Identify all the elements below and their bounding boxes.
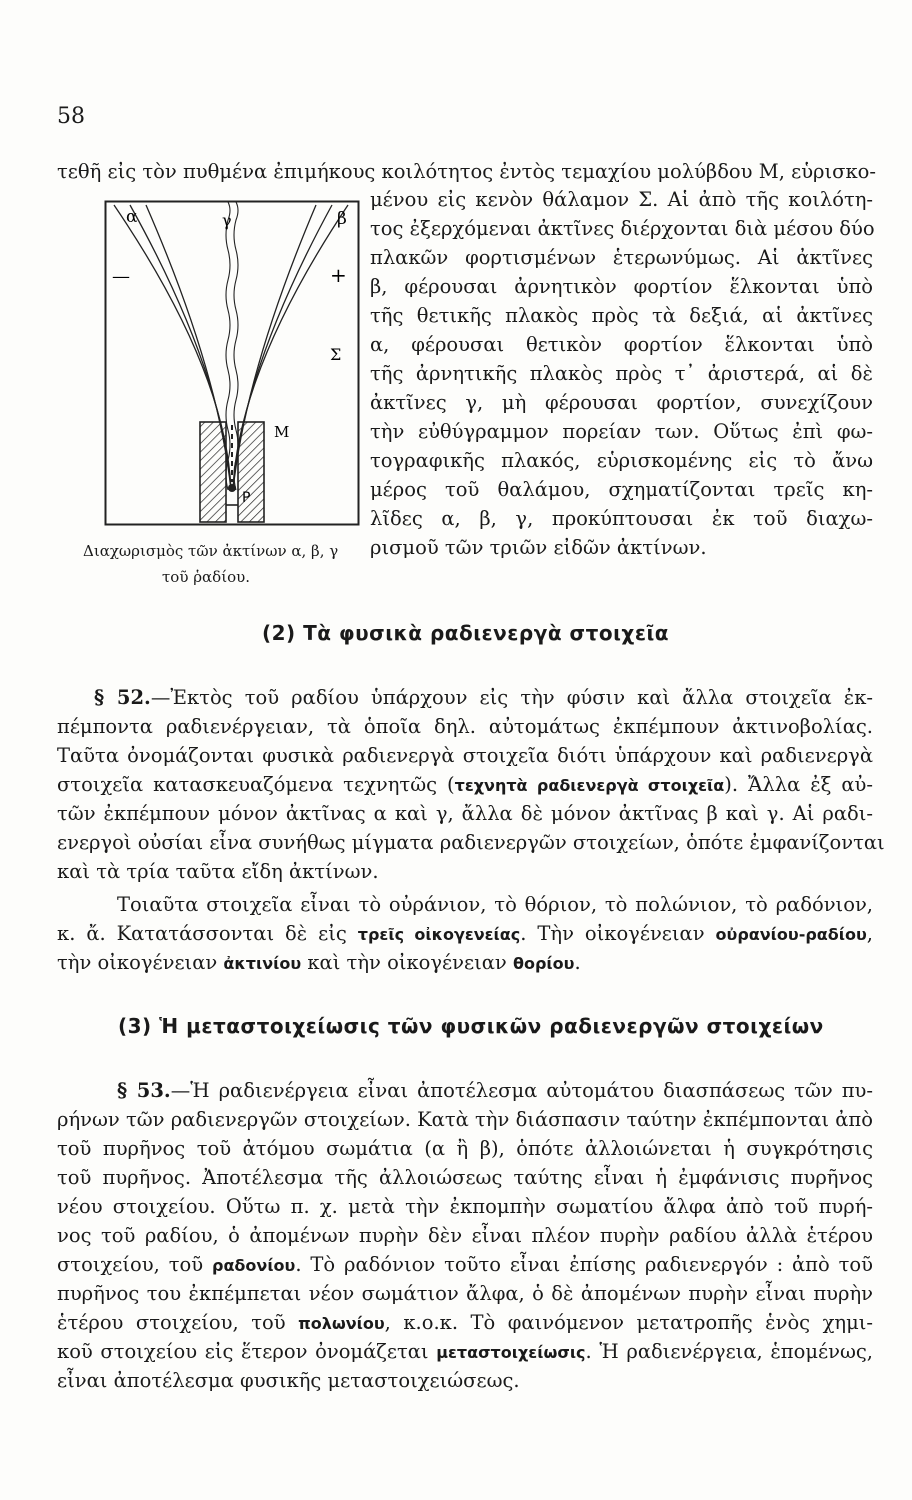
right-column-line: πλακῶν φορτισμένων ἑτερωνύμως. Αἱ ἀκτῖνες bbox=[370, 246, 873, 269]
lead-block-right bbox=[238, 422, 264, 522]
label-beta: β bbox=[337, 209, 347, 229]
paragraph-53-line: νος τοῦ ραδίου, ὁ ἀπομένων πυρὴν δὲν εἶναι πλέον πυρὴν ραδίου ἀλλὰ ἑτέρου bbox=[57, 1224, 873, 1247]
paragraph-52-line: στοιχεῖα κατασκευαζόμενα τεχνητῶς (τεχνητὰ ραδιενεργὰ στοιχεῖα). Ἄλλα ἐξ αὐ- bbox=[57, 773, 873, 796]
label-minus: — bbox=[112, 266, 130, 287]
bold-term: πολωνίου bbox=[298, 1314, 385, 1333]
right-column-line: α, φέρουσαι θετικὸν φορτίον ἕλκονται ὑπὸ bbox=[370, 333, 873, 356]
radiation-separation-figure bbox=[104, 200, 360, 526]
bold-term: οὐρανίου-ραδίου bbox=[715, 925, 867, 944]
paragraph-52-line: ενεργοὶ οὐσίαι εἶνα συνήθως μίγματα ραδιενεργῶν στοιχείων, ὁπότε ἐμφανίζονται bbox=[57, 831, 885, 854]
right-column-line: ἀκτῖνες γ, μὴ φέρουσαι φορτίον, συνεχίζουν bbox=[370, 391, 873, 414]
right-column-line: μένου εἰς κενὸν θάλαμον Σ. Αἱ ἀπὸ τῆς κοιλότη- bbox=[370, 188, 873, 211]
bold-term: τρεῖς οἰκογενείας bbox=[357, 925, 521, 944]
paragraph-53-line: § 53.—Ἡ ραδιενέργεια εἶναι ἀποτέλεσμα αὐτομάτου διασπάσεως τῶν πυ- bbox=[117, 1079, 873, 1102]
paragraph-52-line: πέμποντα ραδιενέργειαν, τὰ ὁποῖα δηλ. αὐτομάτως ἐκπέμπουν ἀκτινοβολίας. bbox=[57, 715, 873, 738]
figure-caption-line2: τοῦ ῥαδίου. bbox=[162, 568, 250, 586]
paragraph-53-line: τοῦ πυρῆνος τοῦ ἀτόμου σωμάτια (α ἢ β), ὁπότε ἀλλοιώνεται ἡ συγκρότησις bbox=[57, 1137, 873, 1160]
paragraph-53-line: πυρῆνος του ἐκπέμπεται νέον σωμάτιον ἄλφα, ὁ δὲ ἀπομένων πυρὴν εἶναι πυρὴν bbox=[57, 1282, 873, 1305]
label-plus: + bbox=[330, 263, 347, 287]
right-column-line: τῆς θετικῆς πλακὸς πρὸς τὰ δεξιά, αἱ ἀκτῖνες bbox=[370, 304, 873, 327]
right-column-line: λῖδες α, β, γ, προκύπτουσαι ἐκ τοῦ διαχω- bbox=[370, 507, 873, 530]
bold-term: τεχνητὰ ραδιενεργὰ στοιχεῖα bbox=[454, 776, 725, 795]
section-heading-natural-radioactive: (2) Τὰ φυσικὰ ραδιενεργὰ στοιχεῖα bbox=[262, 621, 669, 645]
section-heading-transmutation: (3) Ἡ μεταστοιχείωσις τῶν φυσικῶν ραδιενεργῶν στοιχείων bbox=[118, 1014, 824, 1038]
paragraph-52-line: Ταῦτα ὀνομάζονται φυσικὰ ραδιενεργὰ στοιχεῖα διότι ὑπάρχουν καὶ ραδιενεργὰ bbox=[57, 744, 873, 767]
right-column-line: ρισμοῦ τῶν τριῶν εἰδῶν ἀκτίνων. bbox=[370, 536, 707, 559]
right-column-line: τὴν εὐθύγραμμον πορείαν των. Οὕτως ἐπὶ φω- bbox=[370, 420, 873, 443]
paragraph-53-line: ρήνων τῶν ραδιενεργῶν στοιχείων. Κατὰ τὴν διάσπασιν ταύτην ἐκπέμπονται ἀπὸ bbox=[57, 1108, 873, 1131]
paragraph-families-line: Τοιαῦτα στοιχεῖα εἶναι τὸ οὐράνιον, τὸ θόριον, τὸ πολώνιον, τὸ ραδόνιον, bbox=[117, 893, 873, 916]
bold-term: μεταστοιχείωσις bbox=[436, 1343, 586, 1362]
paragraph-families-line: κ. ἄ. Κατατάσσονται δὲ εἰς τρεῖς οἰκογενείας. Τὴν οἰκογένειαν οὐρανίου-ραδίου, bbox=[57, 922, 873, 945]
bold-term: ἀκτινίου bbox=[223, 954, 302, 973]
label-source: Ρ bbox=[242, 490, 251, 506]
figure-drawing bbox=[104, 200, 360, 526]
label-alpha: α bbox=[126, 207, 138, 227]
right-column-line: τογραφικῆς πλακός, εὑρισκομένης εἰς τὸ ἄνω bbox=[370, 449, 873, 472]
label-gamma: γ bbox=[222, 211, 232, 230]
paragraph-53-line: κοῦ στοιχείου εἰς ἕτερον ὀνομάζεται μεταστοιχείωσις. Ἡ ραδιενέργεια, ἑπομένως, bbox=[57, 1340, 874, 1363]
figure-caption-line1: Διαχωρισμὸς τῶν ἀκτίνων α, β, γ bbox=[83, 542, 339, 560]
right-column-line: τος ἐξερχόμεναι ἀκτῖνες διέρχονται διὰ μέσου δύο bbox=[370, 217, 875, 240]
paragraph-53-line: στοιχείου, τοῦ ραδονίου. Τὸ ραδόνιον τοῦτο εἶναι ἐπίσης ραδιενεργόν : ἀπὸ τοῦ bbox=[57, 1253, 873, 1276]
right-column-line: τῆς ἀρνητικῆς πλακὸς πρὸς τ᾿ ἀριστερά, αἱ δὲ bbox=[370, 362, 873, 385]
label-sigma: Σ bbox=[330, 345, 342, 364]
paragraph-52-line: § 52.—Ἐκτὸς τοῦ ραδίου ὑπάρχουν εἰς τὴν φύσιν καὶ ἄλλα στοιχεῖα ἐκ- bbox=[94, 686, 873, 709]
paragraph-53-line: ἑτέρου στοιχείου, τοῦ πολωνίου, κ.ο.κ. Τὸ φαινόμενον μετατροπῆς ἑνὸς χημι- bbox=[57, 1311, 873, 1334]
bold-term: θορίου bbox=[512, 954, 575, 973]
section-number: § 53. bbox=[117, 1079, 171, 1102]
paragraph-53-line: εἶναι ἀποτέλεσμα φυσικῆς μεταστοιχειώσεως. bbox=[57, 1369, 520, 1392]
paragraph-52-line: τῶν ἐκπέμπουν μόνον ἀκτῖνας α καὶ γ, ἄλλα δὲ μόνον ἀκτῖνας β καὶ γ. Αἱ ραδι- bbox=[57, 802, 873, 825]
paragraph-families-line: τὴν οἰκογένειαν ἀκτινίου καὶ τὴν οἰκογένειαν θορίου. bbox=[57, 951, 581, 974]
paragraph-53-line: τοῦ πυρῆνος. Ἀποτέλεσμα τῆς ἀλλοιώσεως ταύτης εἶναι ἡ ἐμφάνισις πυρῆνος bbox=[57, 1166, 873, 1189]
bold-term: ραδονίου bbox=[211, 1256, 296, 1275]
right-column-line: β, φέρουσαι ἀρνητικὸν φορτίον ἕλκονται ὑπὸ bbox=[370, 275, 873, 298]
page-number: 58 bbox=[57, 104, 85, 129]
section-number: § 52. bbox=[94, 686, 151, 709]
intro-line: τεθῆ εἰς τὸν πυθμένα ἐπιμήκους κοιλότητος ἐντὸς τεμαχίου μολύβδου Μ, εὑρισκο- bbox=[57, 160, 876, 183]
paragraph-52-line: καὶ τὰ τρία ταῦτα εἴδη ἀκτίνων. bbox=[57, 860, 379, 883]
label-lead: Μ bbox=[274, 423, 290, 441]
paragraph-53-line: νέου στοιχείου. Οὕτω π. χ. μετὰ τὴν ἐκπομπὴν σωματίου ἄλφα ἀπὸ τοῦ πυρή- bbox=[57, 1195, 873, 1218]
lead-block-left bbox=[200, 422, 226, 522]
right-column-line: μέρος τοῦ θαλάμου, σχηματίζονται τρεῖς κη- bbox=[370, 478, 873, 501]
radium-source bbox=[228, 484, 236, 492]
